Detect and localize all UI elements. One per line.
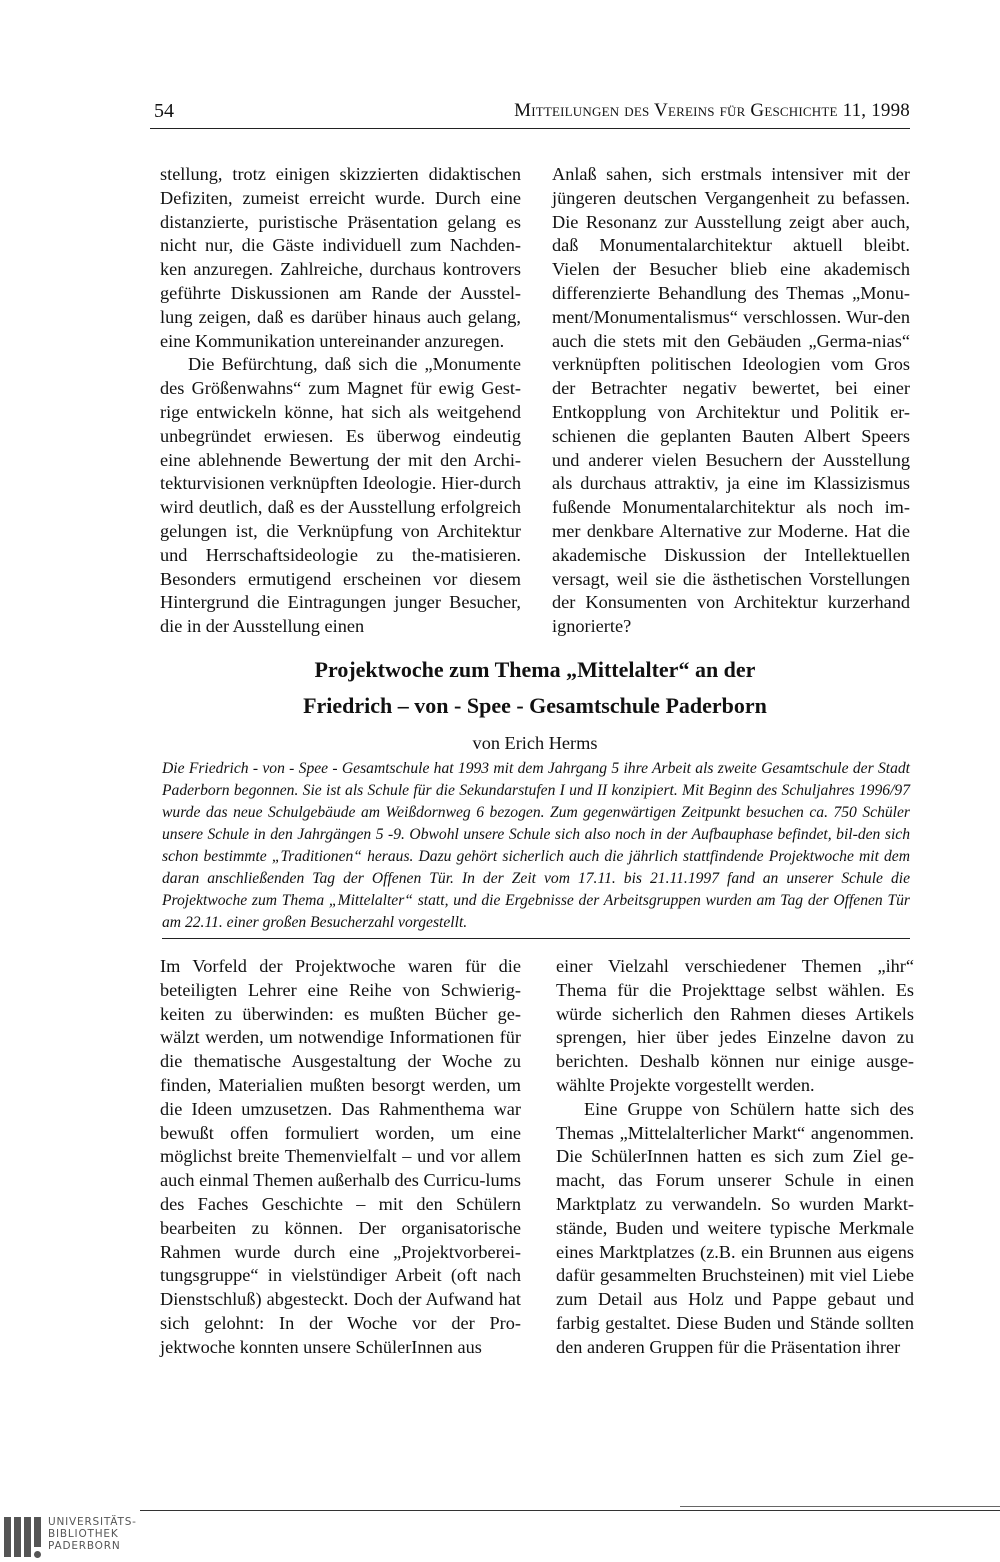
paragraph: Im Vorfeld der Projektwoche waren für die beteiligten Lehrer eine Reihe von Schwierig-keiten zu überwinden: es mußten Bücher ge-wälzt werden, um notwendige Informationen für die thematische Ausgestaltung der Woche zu finden, Materialien mußten besorgt werden, um die Ideen umzusetzen. Das Rahmenthema war bewußt offen formuliert worden, um eine möglichst breite Themenvielfalt – und vor allem auch einmal Themen außerhalb des Curricu-lums des Faches Geschichte – mit den Schülern bearbeiten zu können. Der organisatorische Rahmen wurde durch eine „Projektvorberei-tungsgruppe“ in vielstündiger Arbeit (oft nach Dienstschluß) abgesteckt. Doch der Aufwand hat sich gelohnt: In der Woche vor der Pro-jektwoche konnten unsere SchülerInnen aus	[160, 956, 521, 1357]
abstract-divider	[162, 938, 910, 939]
top-left-column	[160, 163, 521, 639]
library-logo	[0, 1514, 140, 1562]
logo-line-2: BIBLIOTHEK	[48, 1528, 119, 1540]
article-title-line-1: Projektwoche zum Thema „Mittelalter“ an der	[314, 657, 756, 682]
page-number: 54	[154, 100, 174, 122]
article-abstract: Die Friedrich - von - Spee - Gesamtschule hat 1993 mit dem Jahrgang 5 ihre Arbeit als zweite Gesamtschule der Stadt Paderborn begonnen. Sie ist als Schule für die Sekundarstufen I und II konzipiert. Mit Beginn des Schuljahres 1996/97 wurde das neue Schulgebäude am Weißdornweg 6 bezogen. Zum gegenwärtigen Zeitpunkt besuchen ca. 750 Schüler unsere Schule in den Jahrgängen 5 -9. Obwohl unsere Schule sich also noch in der Aufbauphase befindet, bil-den sich schon bestimmte „Traditionen“ heraus. Dazu gehört sicherlich auch die jährlich stattfindende Projektwoche mit dem daran anschließenden Tag der Offenen Tür. In der Zeit vom 17.11. bis 21.11.1997 fand an unserer Schule die Projektwoche zum Thema „Mittelalter“ statt, und die Ergebnisse der Arbeitsgruppen wurden am Tag der Offenen Tür am 22.11. einer großen Besucherzahl vorgestellt.	[162, 760, 910, 931]
footer-rule-upper	[680, 1506, 1000, 1507]
paragraph: einer Vielzahl verschiedener Themen „ihr“ Thema für die Projekttage selbst wählen. Es würde sicherlich den Rahmen dieses Artikels sprengen, hier über jedes Einzelne davon zu berichten. Deshalb können nur einige ausge-wählte Projekte vorgestellt werden.	[556, 956, 914, 1095]
footer-rule	[140, 1510, 1000, 1511]
top-right-column	[552, 163, 910, 639]
article-title-line-2: Friedrich – von - Spee - Gesamtschule Paderborn	[303, 693, 767, 718]
article-byline: von Erich Herms	[472, 733, 598, 753]
library-logo-text	[48, 1516, 137, 1552]
logo-bars-icon	[4, 1517, 42, 1561]
logo-line-1: UNIVERSITÄTS-	[48, 1516, 137, 1528]
paragraph: stellung, trotz einigen skizzierten didaktischen Defiziten, zumeist erreicht wurde. Durch eine distanzierte, puristische Präsentation gelang es nicht nur, die Gäste individuell zum Nachden-ken anzuregen. Zahlreiche, durchaus kontrovers geführte Diskussionen am Rande der Ausstel-lung zeigen, daß es darüber hinaus auch gelang, eine Kommunikation untereinander anzuregen.	[160, 164, 521, 351]
article-right-column	[556, 955, 914, 1360]
article-title	[160, 652, 910, 724]
logo-line-3: PADERBORN	[48, 1540, 121, 1552]
paragraph: Eine Gruppe von Schülern hatte sich des Themas „Mittelalterlicher Markt“ angenommen. Die SchülerInnen hatten es sich zum Ziel ge-macht, das Forum unserer Schule in einen Marktplatz zu verwandeln. So wurden Markt-stände, Buden und weitere typische Merkmale eines Marktplatzes (z.B. ein Brunnen aus eigens dafür gesammelten Bruchsteinen) mit viel Liebe zum Detail aus Holz und Pappe gebaut und farbig gestaltet. Diese Buden und Stände sollten den anderen Gruppen für die Präsentation ihrer	[556, 1098, 914, 1357]
running-header	[150, 100, 910, 129]
running-title: Mitteilungen des Vereins für Geschichte 11, 1998	[514, 100, 910, 121]
paragraph: Anlaß sahen, sich erstmals intensiver mit der jüngeren deutschen Vergangenheit zu befassen. Die Resonanz zur Ausstellung zeigt aber auch, daß Monumentalarchitektur aktuell bleibt. Vielen der Besucher blieb eine akademisch differenzierte Behandlung des Themas „Monu-ment/Monumentalismus“ verschlossen. Wur-den auch die stets mit den Gebäuden „Germa-nias“ verknüpften politischen Ideologien vom Gros der Betrachter negativ bewertet, bei einer Entkopplung von Architektur und Politik er-schienen die geplanten Bauten Albert Speers und anderer vielen Besuchern der Ausstellung als durchaus attraktiv, ja eine im Klassizismus fußende Monumentalarchitektur als noch im-mer denkbare Alternative zur Moderne. Hat die akademische Diskussion der Intellektuellen versagt, weil sie die ästhetischen Vorstellungen der Konsumenten von Architektur kurzerhand ignorierte?	[552, 164, 910, 637]
article-left-column	[160, 955, 521, 1360]
paragraph: Die Befürchtung, daß sich die „Monumente des Größenwahns“ zum Magnet für ewig Gest-rige entwickeln könne, hat sich als weitgehend unbegründet erwiesen. Es überwog eindeutig eine ablehnende Bewertung der mit den Archi-tekturvisionen verknüpften Ideologie. Hier-durch wird deutlich, daß es der Ausstellung erfolgreich gelungen ist, die Verknüpfung von Architektur und Herrschaftsideologie zu the-matisieren. Besonders ermutigend erscheinen vor diesem Hintergrund die Eintragungen junger Besucher, die in der Ausstellung einen	[160, 354, 521, 637]
